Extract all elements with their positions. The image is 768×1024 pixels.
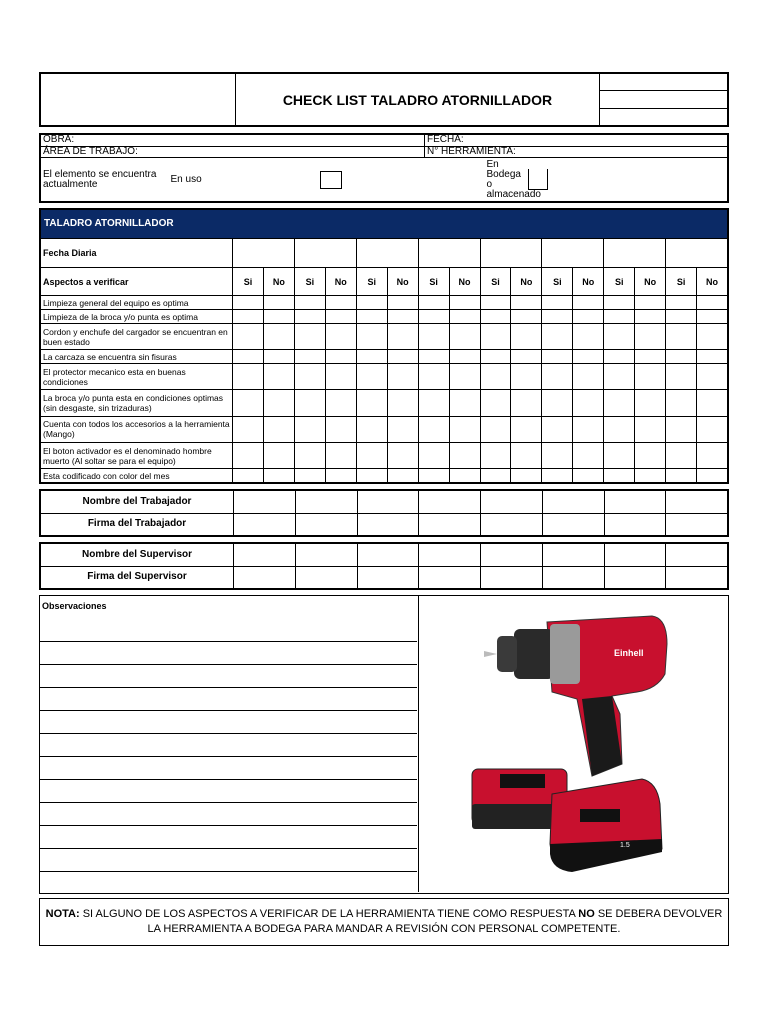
si-check-cell[interactable] bbox=[480, 310, 511, 324]
checklist-item-label: Esta codificado con color del mes bbox=[41, 469, 233, 483]
no-check-cell[interactable] bbox=[573, 416, 604, 442]
no-check-cell[interactable] bbox=[511, 323, 542, 349]
no-check-cell[interactable] bbox=[697, 296, 728, 310]
si-check-cell[interactable] bbox=[666, 323, 697, 349]
no-check-cell[interactable] bbox=[697, 390, 728, 416]
checklist-row bbox=[41, 310, 728, 324]
observaciones-line bbox=[40, 802, 417, 803]
no-check-cell[interactable] bbox=[697, 350, 728, 364]
no-check-cell[interactable] bbox=[697, 310, 728, 324]
signature-cell[interactable] bbox=[295, 544, 357, 567]
signature-cell[interactable] bbox=[419, 513, 481, 536]
si-check-cell[interactable] bbox=[294, 364, 325, 390]
si-header: Si bbox=[666, 267, 697, 296]
si-check-cell[interactable] bbox=[418, 416, 449, 442]
si-check-cell[interactable] bbox=[666, 442, 697, 468]
si-check-cell[interactable] bbox=[604, 390, 635, 416]
no-check-cell[interactable] bbox=[263, 390, 294, 416]
no-check-cell[interactable] bbox=[325, 364, 356, 390]
no-check-cell[interactable] bbox=[635, 442, 666, 468]
no-check-cell[interactable] bbox=[635, 296, 666, 310]
si-header: Si bbox=[294, 267, 325, 296]
note-text-1: SI ALGUNO DE LOS ASPECTOS A VERIFICAR DE LA HERRAMIENTA TIENE COMO RESPUESTA bbox=[79, 908, 579, 920]
signature-cell[interactable] bbox=[234, 566, 296, 589]
si-header: Si bbox=[418, 267, 449, 296]
si-check-cell[interactable] bbox=[356, 442, 387, 468]
no-check-cell[interactable] bbox=[573, 323, 604, 349]
no-check-cell[interactable] bbox=[387, 364, 418, 390]
no-check-cell[interactable] bbox=[387, 469, 418, 483]
si-check-cell[interactable] bbox=[542, 350, 573, 364]
si-check-cell[interactable] bbox=[604, 442, 635, 468]
si-check-cell[interactable] bbox=[233, 323, 264, 349]
no-check-cell[interactable] bbox=[449, 390, 480, 416]
drill-brand-text: Einhell bbox=[614, 648, 644, 658]
si-check-cell[interactable] bbox=[418, 364, 449, 390]
signature-cell[interactable] bbox=[542, 544, 604, 567]
no-check-cell[interactable] bbox=[325, 350, 356, 364]
si-check-cell[interactable] bbox=[480, 296, 511, 310]
no-check-cell[interactable] bbox=[449, 350, 480, 364]
no-check-cell[interactable] bbox=[387, 416, 418, 442]
no-check-cell[interactable] bbox=[635, 364, 666, 390]
checklist-item-label: Cordon y enchufe del cargador se encuentran en buen estado bbox=[41, 323, 233, 349]
si-check-cell[interactable] bbox=[480, 416, 511, 442]
si-check-cell[interactable] bbox=[294, 296, 325, 310]
observaciones-line bbox=[40, 641, 417, 642]
signature-cell[interactable] bbox=[542, 513, 604, 536]
signature-cell[interactable] bbox=[481, 491, 543, 514]
no-check-cell[interactable] bbox=[325, 390, 356, 416]
observaciones-line bbox=[40, 779, 417, 780]
checklist-item-label: La carcaza se encuentra sin fisuras bbox=[41, 350, 233, 364]
si-check-cell[interactable] bbox=[294, 350, 325, 364]
si-check-cell[interactable] bbox=[480, 323, 511, 349]
fecha-diaria-cell[interactable] bbox=[666, 238, 728, 267]
no-check-cell[interactable] bbox=[325, 469, 356, 483]
si-check-cell[interactable] bbox=[294, 390, 325, 416]
no-check-cell[interactable] bbox=[325, 296, 356, 310]
no-check-cell[interactable] bbox=[449, 364, 480, 390]
battery-label: 1.5 bbox=[620, 842, 630, 849]
area-label: ÁREA DE TRABAJO: bbox=[41, 146, 425, 158]
signature-cell[interactable] bbox=[542, 566, 604, 589]
si-check-cell[interactable] bbox=[542, 442, 573, 468]
no-check-cell[interactable] bbox=[263, 442, 294, 468]
signature-cell[interactable] bbox=[666, 566, 728, 589]
doc-version-cell bbox=[600, 91, 728, 108]
signature-cell[interactable] bbox=[357, 513, 419, 536]
no-header: No bbox=[449, 267, 480, 296]
signature-cell[interactable] bbox=[604, 513, 666, 536]
si-check-cell[interactable] bbox=[356, 310, 387, 324]
si-check-cell[interactable] bbox=[604, 350, 635, 364]
no-check-cell[interactable] bbox=[449, 442, 480, 468]
no-check-cell[interactable] bbox=[697, 416, 728, 442]
no-check-cell[interactable] bbox=[573, 442, 604, 468]
no-header: No bbox=[387, 267, 418, 296]
si-check-cell[interactable] bbox=[294, 416, 325, 442]
checklist-row bbox=[41, 350, 728, 364]
si-check-cell[interactable] bbox=[666, 469, 697, 483]
no-check-cell[interactable] bbox=[263, 310, 294, 324]
no-check-cell[interactable] bbox=[635, 416, 666, 442]
signature-cell[interactable] bbox=[234, 491, 296, 514]
si-header: Si bbox=[233, 267, 264, 296]
no-check-cell[interactable] bbox=[697, 469, 728, 483]
no-check-cell[interactable] bbox=[263, 469, 294, 483]
note-text-2: SE DEBERA DEVOLVER LA HERRAMIENTA A BODEGA PARA MANDAR A REVISIÓN CON PERSONAL COMPETENTE. bbox=[147, 908, 723, 935]
si-check-cell[interactable] bbox=[356, 469, 387, 483]
si-check-cell[interactable] bbox=[418, 323, 449, 349]
observaciones-line bbox=[40, 664, 417, 665]
no-check-cell[interactable] bbox=[325, 442, 356, 468]
obra-label: OBRA: bbox=[41, 135, 425, 147]
si-check-cell[interactable] bbox=[418, 390, 449, 416]
fecha-diaria-label: Fecha Diaria bbox=[41, 238, 233, 267]
en-uso-checkbox[interactable] bbox=[320, 171, 342, 189]
checklist-row bbox=[41, 364, 728, 390]
fecha-diaria-cell[interactable] bbox=[542, 238, 604, 267]
signature-cell[interactable] bbox=[357, 566, 419, 589]
no-check-cell[interactable] bbox=[449, 296, 480, 310]
fecha-diaria-cell[interactable] bbox=[233, 238, 295, 267]
si-check-cell[interactable] bbox=[233, 390, 264, 416]
checklist-row bbox=[41, 296, 728, 310]
si-check-cell[interactable] bbox=[418, 296, 449, 310]
signature-cell[interactable] bbox=[481, 566, 543, 589]
observaciones-line bbox=[40, 848, 417, 849]
no-check-cell[interactable] bbox=[263, 296, 294, 310]
si-check-cell[interactable] bbox=[356, 296, 387, 310]
checklist-item-label: Limpieza general del equipo es optima bbox=[41, 296, 233, 310]
no-check-cell[interactable] bbox=[449, 416, 480, 442]
si-check-cell[interactable] bbox=[666, 390, 697, 416]
si-check-cell[interactable] bbox=[480, 364, 511, 390]
signature-cell[interactable] bbox=[295, 566, 357, 589]
firma-trabajador-label: Firma del Trabajador bbox=[41, 513, 234, 536]
firma-supervisor-label: Firma del Supervisor bbox=[41, 566, 234, 589]
signature-cell[interactable] bbox=[604, 544, 666, 567]
no-check-cell[interactable] bbox=[387, 390, 418, 416]
no-check-cell[interactable] bbox=[511, 469, 542, 483]
si-check-cell[interactable] bbox=[604, 469, 635, 483]
si-check-cell[interactable] bbox=[418, 469, 449, 483]
si-check-cell[interactable] bbox=[233, 469, 264, 483]
signature-cell[interactable] bbox=[234, 544, 296, 567]
signature-cell[interactable] bbox=[357, 544, 419, 567]
signature-cell[interactable] bbox=[419, 566, 481, 589]
signature-cell[interactable] bbox=[604, 566, 666, 589]
si-check-cell[interactable] bbox=[294, 310, 325, 324]
si-check-cell[interactable] bbox=[480, 390, 511, 416]
no-header: No bbox=[511, 267, 542, 296]
no-check-cell[interactable] bbox=[635, 323, 666, 349]
fecha-diaria-cell[interactable] bbox=[294, 238, 356, 267]
no-check-cell[interactable] bbox=[635, 310, 666, 324]
no-check-cell[interactable] bbox=[449, 323, 480, 349]
si-check-cell[interactable] bbox=[604, 364, 635, 390]
fecha-diaria-cell[interactable] bbox=[356, 238, 418, 267]
signature-cell[interactable] bbox=[666, 544, 728, 567]
no-header: No bbox=[573, 267, 604, 296]
signature-cell[interactable] bbox=[542, 491, 604, 514]
no-check-cell[interactable] bbox=[263, 364, 294, 390]
checklist-item-label: La broca y/o punta esta en condiciones optimas (sin desgaste, sin trizaduras) bbox=[41, 390, 233, 416]
si-check-cell[interactable] bbox=[542, 416, 573, 442]
signature-cell[interactable] bbox=[295, 513, 357, 536]
drill-image bbox=[452, 604, 692, 884]
observaciones-area[interactable] bbox=[40, 596, 419, 892]
si-check-cell[interactable] bbox=[480, 469, 511, 483]
no-check-cell[interactable] bbox=[387, 442, 418, 468]
no-check-cell[interactable] bbox=[511, 364, 542, 390]
si-check-cell[interactable] bbox=[233, 364, 264, 390]
signature-cell[interactable] bbox=[357, 491, 419, 514]
si-check-cell[interactable] bbox=[480, 350, 511, 364]
signature-cell[interactable] bbox=[295, 491, 357, 514]
doc-page-cell bbox=[600, 108, 728, 125]
no-check-cell[interactable] bbox=[387, 296, 418, 310]
no-check-cell[interactable] bbox=[511, 310, 542, 324]
si-check-cell[interactable] bbox=[542, 310, 573, 324]
page-title: CHECK LIST TALADRO ATORNILLADOR bbox=[236, 74, 600, 126]
si-check-cell[interactable] bbox=[666, 350, 697, 364]
si-check-cell[interactable] bbox=[356, 364, 387, 390]
nombre-supervisor-label: Nombre del Supervisor bbox=[41, 544, 234, 567]
checklist-item-label: El protector mecanico esta en buenas condiciones bbox=[41, 364, 233, 390]
en-uso-label: En uso bbox=[169, 158, 297, 202]
no-check-cell[interactable] bbox=[263, 416, 294, 442]
observaciones-box bbox=[39, 595, 729, 894]
no-header: No bbox=[325, 267, 356, 296]
si-check-cell[interactable] bbox=[666, 364, 697, 390]
checklist-row bbox=[41, 469, 728, 483]
si-check-cell[interactable] bbox=[418, 442, 449, 468]
note-emphasis: NO bbox=[578, 908, 595, 920]
nombre-trabajador-label: Nombre del Trabajador bbox=[41, 491, 234, 514]
observaciones-line bbox=[40, 871, 417, 872]
no-check-cell[interactable] bbox=[635, 390, 666, 416]
si-check-cell[interactable] bbox=[604, 323, 635, 349]
signature-cell[interactable] bbox=[481, 544, 543, 567]
no-check-cell[interactable] bbox=[325, 416, 356, 442]
no-check-cell[interactable] bbox=[573, 310, 604, 324]
si-header: Si bbox=[542, 267, 573, 296]
no-check-cell[interactable] bbox=[573, 390, 604, 416]
no-check-cell[interactable] bbox=[325, 323, 356, 349]
observaciones-line bbox=[40, 710, 417, 711]
si-check-cell[interactable] bbox=[542, 296, 573, 310]
signature-cell[interactable] bbox=[666, 491, 728, 514]
no-check-cell[interactable] bbox=[263, 323, 294, 349]
si-check-cell[interactable] bbox=[294, 442, 325, 468]
no-check-cell[interactable] bbox=[511, 296, 542, 310]
no-check-cell[interactable] bbox=[573, 364, 604, 390]
no-check-cell[interactable] bbox=[573, 469, 604, 483]
si-check-cell[interactable] bbox=[294, 323, 325, 349]
si-check-cell[interactable] bbox=[233, 442, 264, 468]
checklist-item-label: El boton activador es el denominado hombre muerto (Al soltar se para el equipo) bbox=[41, 442, 233, 468]
si-check-cell[interactable] bbox=[233, 310, 264, 324]
checklist-box bbox=[39, 208, 729, 484]
checklist-row bbox=[41, 416, 728, 442]
logo-cell bbox=[41, 74, 236, 126]
doc-code-cell bbox=[600, 74, 728, 91]
si-check-cell[interactable] bbox=[233, 296, 264, 310]
no-header: No bbox=[263, 267, 294, 296]
no-header: No bbox=[697, 267, 728, 296]
si-header: Si bbox=[604, 267, 635, 296]
fecha-label: FECHA: bbox=[425, 135, 728, 147]
si-check-cell[interactable] bbox=[542, 390, 573, 416]
si-check-cell[interactable] bbox=[666, 296, 697, 310]
bodega-checkbox[interactable] bbox=[528, 169, 548, 190]
observaciones-line bbox=[40, 733, 417, 734]
no-check-cell[interactable] bbox=[387, 350, 418, 364]
signature-cell[interactable] bbox=[666, 513, 728, 536]
estado-label: El elemento se encuentra actualmente bbox=[41, 158, 169, 202]
signature-cell[interactable] bbox=[419, 491, 481, 514]
no-check-cell[interactable] bbox=[697, 364, 728, 390]
header-box bbox=[39, 72, 729, 127]
no-check-cell[interactable] bbox=[263, 350, 294, 364]
signature-cell[interactable] bbox=[481, 513, 543, 536]
herramienta-label: N° HERRAMIENTA: bbox=[425, 146, 728, 158]
si-header: Si bbox=[356, 267, 387, 296]
si-check-cell[interactable] bbox=[480, 442, 511, 468]
si-check-cell[interactable] bbox=[604, 416, 635, 442]
signature-cell[interactable] bbox=[604, 491, 666, 514]
no-check-cell[interactable] bbox=[697, 442, 728, 468]
no-check-cell[interactable] bbox=[511, 390, 542, 416]
checklist-row bbox=[41, 390, 728, 416]
no-check-cell[interactable] bbox=[635, 350, 666, 364]
aspectos-label: Aspectos a verificar bbox=[41, 267, 233, 296]
no-check-cell[interactable] bbox=[573, 296, 604, 310]
note-box bbox=[39, 898, 729, 946]
si-check-cell[interactable] bbox=[418, 350, 449, 364]
no-check-cell[interactable] bbox=[511, 350, 542, 364]
no-check-cell[interactable] bbox=[387, 323, 418, 349]
si-check-cell[interactable] bbox=[356, 416, 387, 442]
no-check-cell[interactable] bbox=[325, 310, 356, 324]
no-check-cell[interactable] bbox=[697, 323, 728, 349]
observaciones-label: Observaciones bbox=[42, 601, 107, 611]
si-check-cell[interactable] bbox=[233, 416, 264, 442]
info-box bbox=[39, 133, 729, 203]
si-check-cell[interactable] bbox=[666, 310, 697, 324]
si-check-cell[interactable] bbox=[604, 296, 635, 310]
fecha-diaria-cell[interactable] bbox=[480, 238, 542, 267]
no-check-cell[interactable] bbox=[573, 350, 604, 364]
signature-cell[interactable] bbox=[234, 513, 296, 536]
si-check-cell[interactable] bbox=[356, 390, 387, 416]
observaciones-line bbox=[40, 825, 417, 826]
checklist-item-label: Cuenta con todos los accesorios a la herramienta (Mango) bbox=[41, 416, 233, 442]
si-check-cell[interactable] bbox=[418, 310, 449, 324]
si-check-cell[interactable] bbox=[542, 469, 573, 483]
bodega-label: En Bodega o almacenado bbox=[425, 158, 526, 202]
section-band: TALADRO ATORNILLADOR bbox=[41, 210, 728, 239]
si-check-cell[interactable] bbox=[542, 364, 573, 390]
signature-cell[interactable] bbox=[419, 544, 481, 567]
no-header: No bbox=[635, 267, 666, 296]
observaciones-line bbox=[40, 756, 417, 757]
si-check-cell[interactable] bbox=[233, 350, 264, 364]
no-check-cell[interactable] bbox=[635, 469, 666, 483]
no-check-cell[interactable] bbox=[449, 469, 480, 483]
supervisor-signature-box bbox=[39, 542, 729, 590]
si-check-cell[interactable] bbox=[542, 323, 573, 349]
si-check-cell[interactable] bbox=[356, 350, 387, 364]
si-check-cell[interactable] bbox=[604, 310, 635, 324]
no-check-cell[interactable] bbox=[387, 310, 418, 324]
no-check-cell[interactable] bbox=[449, 310, 480, 324]
si-check-cell[interactable] bbox=[356, 323, 387, 349]
no-check-cell[interactable] bbox=[511, 442, 542, 468]
checklist-item-label: Limpieza de la broca y/o punta es optima bbox=[41, 310, 233, 324]
si-check-cell[interactable] bbox=[666, 416, 697, 442]
checklist-row bbox=[41, 323, 728, 349]
note-prefix: NOTA: bbox=[45, 908, 80, 920]
fecha-diaria-cell[interactable] bbox=[604, 238, 666, 267]
si-check-cell[interactable] bbox=[294, 469, 325, 483]
no-check-cell[interactable] bbox=[511, 416, 542, 442]
checklist-row bbox=[41, 442, 728, 468]
observaciones-line bbox=[40, 687, 417, 688]
worker-signature-box bbox=[39, 489, 729, 537]
fecha-diaria-cell[interactable] bbox=[418, 238, 480, 267]
si-header: Si bbox=[480, 267, 511, 296]
